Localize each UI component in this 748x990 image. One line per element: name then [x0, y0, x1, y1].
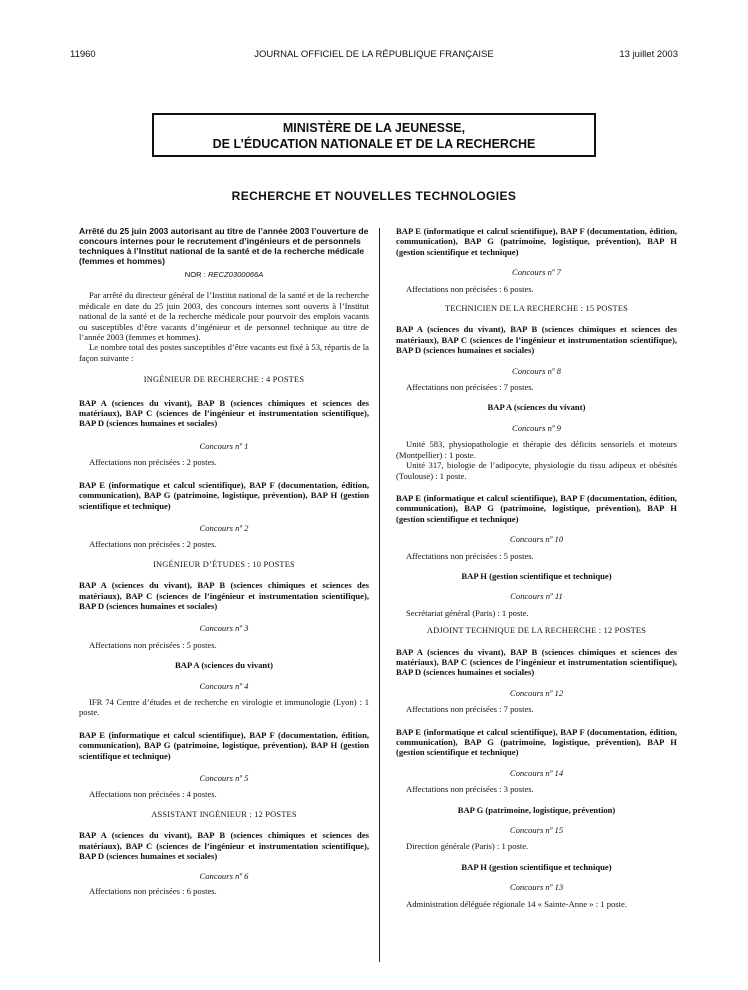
bap-heading: BAP E (informatique et calcul scientifique), BAP F (documentation, édition, communication), BAP G (patrimoine, logistique, prévention), BAP H (gestion scientifique et technique)	[79, 479, 369, 511]
total-paragraph: Le nombre total des postes susceptibles d’être vacants est fixé à 53, répartis de la façon suivante :	[79, 342, 369, 363]
affectation-text: Affectations non précisées : 5 postes.	[406, 550, 534, 561]
bap-heading: BAP H (gestion scientifique et technique)	[461, 861, 612, 872]
ministry-line-1: MINISTÈRE DE LA JEUNESSE,	[282, 121, 466, 135]
right-column	[396, 226, 677, 909]
bap-heading: BAP E (informatique et calcul scientifique), BAP F (documentation, édition, communication), BAP G (patrimoine, logistique, prévention), BAP H (gestion scientifique et technique)	[396, 492, 677, 524]
affectation-text: Affectations non précisées : 6 postes.	[406, 283, 534, 294]
affectation-text: Affectations non précisées : 2 postes.	[89, 539, 217, 550]
nor-label: NOR :	[184, 270, 208, 279]
affectation-text: Affectations non précisées : 7 postes.	[406, 382, 534, 393]
concours-heading: Concours nº 7	[512, 267, 561, 278]
concours-heading: Concours nº 11	[510, 591, 563, 602]
issue-date: 13 juillet 2003	[619, 49, 678, 60]
post-title-ir: INGÉNIEUR DE RECHERCHE : 4 POSTES	[143, 375, 305, 385]
affectation-text: Affectations non précisées : 4 postes.	[89, 789, 217, 800]
post-title-ie: INGÉNIEUR D’ÉTUDES : 10 POSTES	[153, 559, 295, 569]
nor-reference	[79, 270, 369, 280]
column-divider	[379, 228, 380, 962]
bap-heading: BAP A (sciences du vivant), BAP B (sciences chimiques et sciences des matériaux), BAP C (sciences de l’ingénieur et instrumentation scientifique), BAP D (sciences humaines et sociales)	[79, 397, 369, 429]
concours-heading: Concours nº 3	[199, 623, 249, 634]
bap-heading: BAP A (sciences du vivant), BAP B (sciences chimiques et sciences des matériaux), BAP C (sciences de l’ingénieur et instrumentation scientifique), BAP D (sciences humaines et sociales)	[396, 646, 677, 678]
concours-heading: Concours nº 6	[199, 871, 249, 882]
post-title-at: ADJOINT TECHNIQUE DE LA RECHERCHE : 12 POSTES	[426, 626, 647, 636]
journal-title: JOURNAL OFFICIEL DE LA RÉPUBLIQUE FRANÇAISE	[254, 49, 494, 60]
bap-heading: BAP E (informatique et calcul scientifique), BAP F (documentation, édition, communication), BAP G (patrimoine, logistique, prévention), BAP H (gestion scientifique et technique)	[396, 726, 677, 758]
concours-heading: Concours nº 12	[509, 687, 564, 698]
ministry-heading	[152, 113, 596, 157]
bap-heading: BAP E (informatique et calcul scientifique), BAP F (documentation, édition, communication), BAP G (patrimoine, logistique, prévention), BAP H (gestion scientifique et technique)	[396, 226, 677, 257]
bap-heading: BAP A (sciences du vivant), BAP B (sciences chimiques et sciences des matériaux), BAP C (sciences de l’ingénieur et instrumentation scientifique), BAP D (sciences humaines et sociales)	[79, 830, 369, 862]
bap-heading: BAP G (patrimoine, logistique, prévention)	[457, 804, 616, 815]
left-column	[79, 226, 369, 896]
ministry-line-2: DE L’ÉDUCATION NATIONALE ET DE LA RECHERCHE	[212, 137, 536, 151]
affectation-text: Administration déléguée régionale 14 « Sainte-Anne » : 1 poste.	[406, 898, 627, 909]
bap-heading: BAP A (sciences du vivant), BAP B (sciences chimiques et sciences des matériaux), BAP C (sciences de l’ingénieur et instrumentation scientifique), BAP D (sciences humaines et sociales)	[79, 580, 369, 611]
concours-heading: Concours nº 9	[512, 422, 561, 433]
affectation-text: Unité 583, physiopathologie et thérapie des déficits sensoriels et moteurs (Montpellier) : 1 poste.	[396, 439, 677, 460]
nor-code: RECZ0300066A	[207, 270, 264, 279]
concours-heading: Concours nº 14	[509, 767, 564, 778]
concours-heading: Concours nº 10	[509, 534, 564, 545]
bap-heading: BAP H (gestion scientifique et technique)	[461, 570, 612, 581]
concours-heading: Concours nº 5	[199, 773, 249, 783]
concours-heading: Concours nº 15	[509, 825, 564, 836]
concours-heading: Concours nº 1	[199, 440, 249, 451]
affectation-text: Unité 317, biologie de l’adipocyte, physiologie du tissu adipeux et obésités (Toulouse) : 1 poste.	[396, 460, 677, 481]
affectation-text: Direction générale (Paris) : 1 poste.	[406, 841, 529, 852]
bap-heading: BAP E (informatique et calcul scientifique), BAP F (documentation, édition, communication), BAP G (patrimoine, logistique, prévention), BAP H (gestion scientifique et technique)	[79, 729, 369, 761]
affectation-text: IFR 74 Centre d’études et de recherche en virologie et immunologie (Lyon) : 1 poste.	[79, 696, 369, 718]
affectation-text: Affectations non précisées : 2 postes.	[89, 457, 217, 468]
bap-heading: BAP A (sciences du vivant)	[175, 660, 273, 671]
affectation-text: Secrétariat général (Paris) : 1 poste.	[406, 607, 529, 618]
concours-heading: Concours nº 4	[199, 680, 249, 691]
concours-heading: Concours nº 13	[509, 882, 564, 893]
bap-heading: BAP A (sciences du vivant), BAP B (sciences chimiques et sciences des matériaux), BAP C (sciences de l’ingénieur et instrumentation scientifique), BAP D (sciences humaines et sociales)	[396, 324, 677, 356]
affectation-text: Affectations non précisées : 6 postes.	[89, 885, 217, 896]
concours-heading: Concours nº 8	[512, 365, 561, 376]
bap-heading: BAP A (sciences du vivant)	[487, 402, 586, 413]
concours-heading: Concours nº 2	[199, 522, 249, 533]
affectation-text: Affectations non précisées : 3 postes.	[406, 784, 534, 795]
section-title: RECHERCHE ET NOUVELLES TECHNOLOGIES	[231, 189, 517, 203]
post-title-tr: TECHNICIEN DE LA RECHERCHE : 15 POSTES	[444, 304, 628, 314]
intro-paragraph: Par arrêté du directeur général de l’Institut national de la santé et de la recherche médicale en date du 25 juin 2003, des concours internes sont ouverts à l’Institut national de la santé et de la recherche médicale pour pourvoir des emplois vacants ou susceptibles d’être vacants d’ingénieur et de personnel technique au titre de l’année 2003 (femmes et hommes).	[79, 290, 369, 343]
post-title-ai: ASSISTANT INGÉNIEUR : 12 POSTES	[151, 809, 297, 819]
affectation-text: Affectations non précisées : 7 postes.	[406, 704, 534, 715]
page-number: 11960	[70, 49, 96, 60]
arrete-title: Arrêté du 25 juin 2003 autorisant au titre de l’année 2003 l’ouverture de concours internes pour le recrutement d’ingénieurs et de personnels techniques à l’Institut national de la santé et de la recherche médicale (femmes et hommes)	[79, 226, 369, 266]
affectation-text: Affectations non précisées : 5 postes.	[89, 639, 217, 650]
